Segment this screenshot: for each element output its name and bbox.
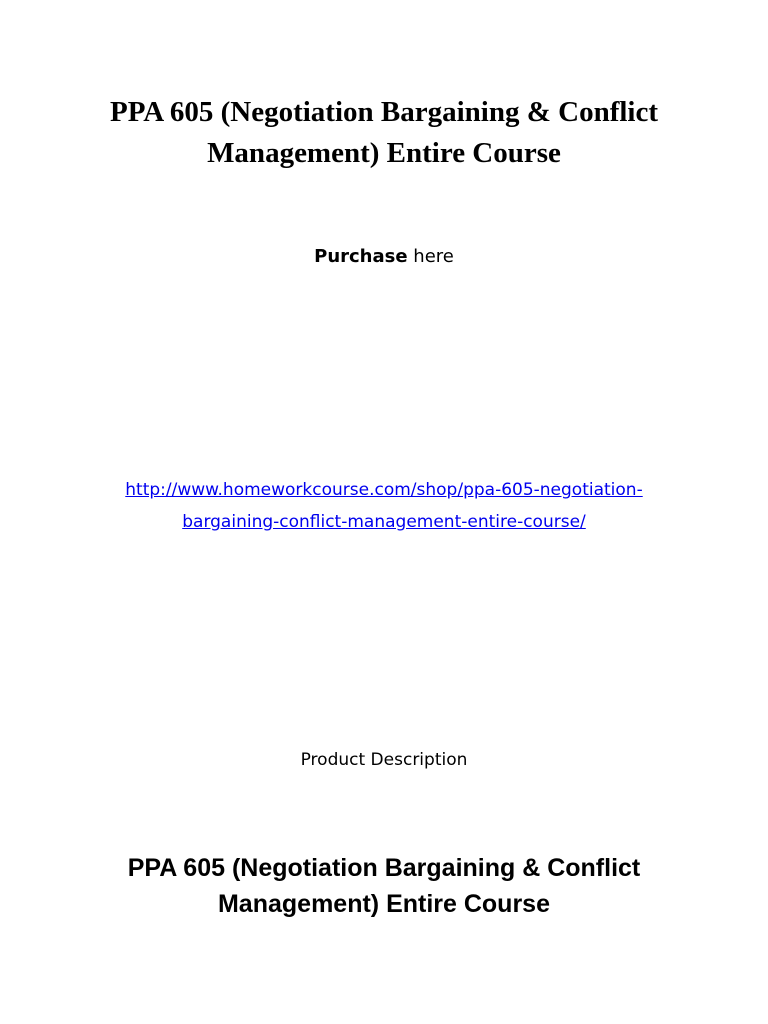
purchase-label: Purchase [314,246,408,267]
product-description-heading: Product Description [300,750,468,770]
purchase-link-line[interactable]: http://www.homeworkcourse.com/shop/ppa-605-negotiation- [125,480,643,500]
page-title-line: PPA 605 (Negotiation Bargaining & Conflict [109,96,658,128]
page-title-line: Management) Entire Course [207,137,561,169]
product-title [60,850,708,922]
purchase-link[interactable] [60,474,708,538]
product-title-line: PPA 605 (Negotiation Bargaining & Conflict [127,854,641,882]
purchase-here-text: here [407,246,454,267]
purchase-text [0,244,768,270]
page-title [40,92,728,174]
product-title-line: Management) Entire Course [217,890,550,918]
purchase-link-line[interactable]: bargaining-conflict-management-entire-course/ [182,512,586,532]
